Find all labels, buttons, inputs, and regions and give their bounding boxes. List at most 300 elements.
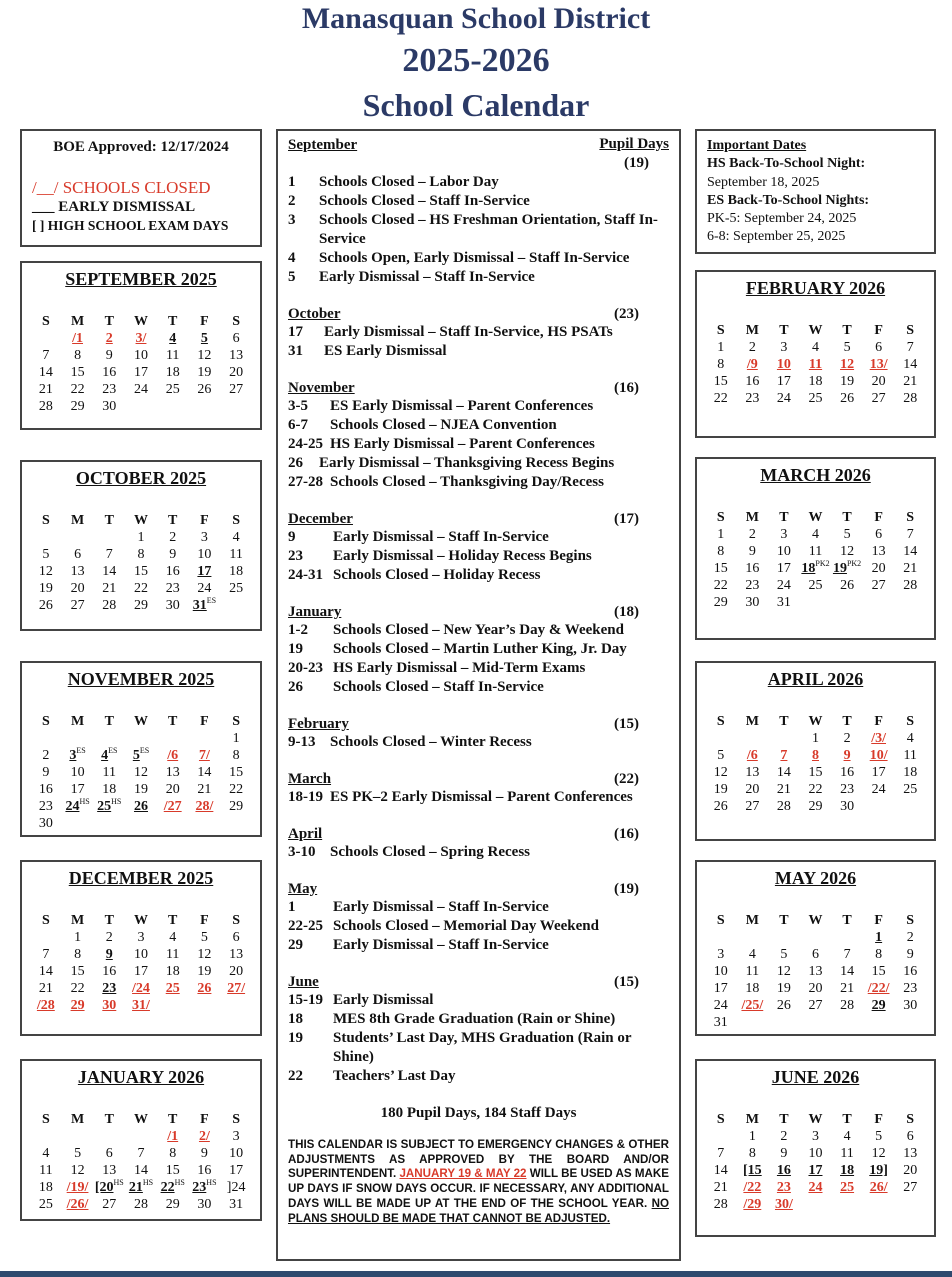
calendar-day (93, 929, 125, 946)
calendar-day (30, 798, 62, 815)
day-number: 4 (232, 530, 240, 545)
month-header (288, 511, 669, 528)
day-of-week-header: W (133, 913, 148, 928)
calendar-day (220, 364, 252, 381)
calendar-day (62, 597, 94, 614)
calendar-day (831, 764, 863, 781)
day-number: 30/ (774, 1197, 793, 1212)
calendar-day (220, 347, 252, 364)
day-number: 2 (748, 340, 756, 355)
day-number: /22/ (867, 981, 890, 996)
day-number: 27 (871, 578, 886, 593)
day-number: 15 (229, 765, 244, 780)
day-number: 5 (843, 340, 851, 355)
calendar-day (863, 963, 895, 980)
calendar-day (737, 390, 769, 407)
day-number: /1 (72, 331, 83, 346)
day-number: /6 (746, 748, 758, 763)
day-number: 8 (74, 348, 82, 363)
calendar-day (220, 997, 252, 1014)
calendar-day (768, 963, 800, 980)
day-number: 25 (840, 1180, 855, 1195)
important-dates-box (695, 129, 936, 254)
calendar-day (705, 929, 737, 946)
day-number: 28 (713, 1197, 728, 1212)
day-number: 2 (105, 331, 113, 346)
calendar-day (93, 330, 125, 347)
calendar-day (737, 929, 769, 946)
day-number: 9 (42, 765, 50, 780)
day-number: 14 (903, 544, 918, 559)
calendar-day (894, 1162, 926, 1179)
calendar-day (125, 929, 157, 946)
calendar-day (189, 798, 221, 815)
grades-6-8-back-to-school-date: 6-8: September 25, 2025 (707, 229, 846, 245)
day-number: 21 (197, 782, 212, 797)
calendar-april-2026 (695, 661, 936, 841)
calendar-day (800, 390, 832, 407)
day-number: 26 (840, 391, 855, 406)
calendar-day (93, 764, 125, 781)
calendar-day (894, 373, 926, 390)
month-header (288, 716, 669, 733)
calendar-day (30, 730, 62, 747)
calendar-day (189, 997, 221, 1014)
day-of-week-header: S (906, 1112, 915, 1127)
calendar-day (705, 356, 737, 373)
event-row (288, 473, 669, 492)
notice-text-2: WILL BE USED AS MAKE UP DAYS IF SNOW DAYS OCCUR. IF NECESSARY, ANY ADDITIONAL DAYS WILL BE MADE UP AT THE END OF THE SCHOOL YEAR. (288, 1167, 669, 1210)
calendar-day (800, 356, 832, 373)
month-section (288, 137, 669, 287)
pupil-days: (16) (614, 826, 639, 842)
calendar-day (800, 1128, 832, 1145)
day-of-week-header: S (716, 323, 725, 338)
calendar-day (894, 747, 926, 764)
day-number: 17 (776, 374, 791, 389)
calendar-day (189, 330, 221, 347)
calendar-day (705, 594, 737, 611)
legend-box (20, 129, 262, 247)
day-number: 12 (776, 964, 791, 979)
calendar-day (93, 747, 125, 764)
day-number: 7 (105, 547, 113, 562)
calendar-day (831, 339, 863, 356)
calendar-day (894, 356, 926, 373)
day-of-week-header: T (842, 510, 852, 525)
day-number: 19 (197, 964, 212, 979)
calendar-day (220, 1196, 252, 1213)
calendar-day (737, 946, 769, 963)
calendar-day (863, 526, 895, 543)
calendar-day (30, 1162, 62, 1179)
event-description: Early Dismissal (333, 992, 434, 1008)
calendar-day (30, 364, 62, 381)
day-number: [20 (94, 1180, 114, 1195)
day-of-week-header: S (906, 714, 915, 729)
day-number: 13 (102, 1163, 117, 1178)
day-number: 5 (200, 930, 208, 945)
event-description: ES PK–2 Early Dismissal – Parent Conferences (330, 789, 633, 805)
day-of-week-header: W (808, 323, 823, 338)
calendar-day (157, 730, 189, 747)
day-number: /19/ (66, 1180, 89, 1195)
calendar-day (125, 764, 157, 781)
calendar-day (737, 980, 769, 997)
day-number: 25 (38, 1197, 53, 1212)
calendar-day (125, 330, 157, 347)
month-header (288, 137, 669, 173)
calendar-day (125, 563, 157, 580)
calendar-day (831, 730, 863, 747)
calendar-day (768, 1128, 800, 1145)
month-section (288, 826, 669, 862)
footer-bar (0, 1271, 952, 1277)
day-of-week-header: F (874, 323, 883, 338)
day-number: 2/ (198, 1129, 210, 1144)
calendar-day (894, 997, 926, 1014)
day-number: 25 (165, 382, 180, 397)
calendar-day (737, 730, 769, 747)
monthly-events-column (276, 129, 681, 1261)
day-number: 14 (133, 1163, 148, 1178)
calendar-day (62, 798, 94, 815)
day-number: 5 (200, 331, 208, 346)
day-number: 10 (713, 964, 728, 979)
day-number: 10 (133, 947, 148, 962)
day-number: 1 (811, 731, 819, 746)
calendar-day (705, 798, 737, 815)
day-number: 11 (903, 748, 917, 763)
calendar-day (894, 1128, 926, 1145)
calendar-day (894, 560, 926, 577)
calendar-day (93, 1179, 125, 1196)
calendar-january-2026 (20, 1059, 262, 1221)
day-number: 18 (165, 964, 180, 979)
calendar-day (220, 929, 252, 946)
day-annotation: ES (76, 746, 86, 755)
day-number: 1 (875, 930, 883, 945)
day-number: 2 (843, 731, 851, 746)
calendar-day (93, 364, 125, 381)
event-date: 19 (288, 1030, 303, 1046)
day-annotation: HS (174, 1178, 185, 1187)
day-number: 10 (776, 544, 791, 559)
calendar-day (705, 560, 737, 577)
calendar-day (62, 730, 94, 747)
important-dates-title: Important Dates (707, 138, 807, 153)
day-number: 7/ (198, 748, 210, 763)
calendar-day (863, 356, 895, 373)
calendar-day (189, 929, 221, 946)
calendar-day (768, 1145, 800, 1162)
calendar-day (705, 526, 737, 543)
calendar-day (768, 543, 800, 560)
calendar-day (157, 597, 189, 614)
calendar-day (705, 980, 737, 997)
day-number: 7 (906, 527, 914, 542)
calendar-day (800, 526, 832, 543)
calendar-day (768, 1014, 800, 1031)
calendar-day (737, 373, 769, 390)
day-number: 28 (903, 578, 918, 593)
calendar-day (30, 529, 62, 546)
day-number: 29 (713, 595, 728, 610)
day-number: 13 (70, 564, 85, 579)
event-row (288, 917, 669, 936)
month-section (288, 716, 669, 752)
event-description: ES Early Dismissal – Parent Conferences (330, 398, 594, 414)
calendar-day (62, 529, 94, 546)
day-number: 20 (229, 365, 244, 380)
day-number: 7 (906, 340, 914, 355)
calendar-day (800, 997, 832, 1014)
day-number: 5 (843, 527, 851, 542)
day-number: /27 (163, 799, 182, 814)
day-number: 18 (903, 765, 918, 780)
calendar-day (894, 1014, 926, 1031)
calendar-day (125, 730, 157, 747)
calendar-october-2025 (20, 460, 262, 631)
calendar-day (93, 529, 125, 546)
day-number: 12 (197, 348, 212, 363)
day-number: 10 (70, 765, 85, 780)
event-row (288, 733, 669, 752)
day-number: 23 (840, 782, 855, 797)
day-number: 29 (133, 598, 148, 613)
day-number: 12 (840, 544, 855, 559)
calendar-day (220, 798, 252, 815)
day-number: /24 (132, 981, 150, 996)
calendar-day (831, 1014, 863, 1031)
event-date: 31 (288, 343, 303, 359)
calendar-day (894, 390, 926, 407)
calendar-day (125, 546, 157, 563)
day-number: 3 (780, 527, 788, 542)
calendar-day (768, 390, 800, 407)
calendar-day (62, 764, 94, 781)
calendar-day (220, 980, 252, 997)
calendar-day (62, 946, 94, 963)
calendar-grid (30, 313, 252, 415)
calendar-day (800, 781, 832, 798)
day-of-week-header: S (41, 513, 50, 528)
event-description: Schools Closed – Memorial Day Weekend (333, 918, 599, 934)
calendar-day (220, 963, 252, 980)
day-number: 8 (169, 1146, 177, 1161)
day-annotation: ES (108, 746, 118, 755)
event-description: Schools Closed – HS Freshman Orientation, Staff In-Service (319, 212, 658, 247)
calendar-day (62, 1179, 94, 1196)
day-number: 11 (39, 1163, 53, 1178)
day-number: 8 (748, 1146, 756, 1161)
day-of-week-header: M (70, 913, 85, 928)
day-number: 22 (133, 581, 148, 596)
day-number: 13 (165, 765, 180, 780)
day-number: 26 (197, 981, 212, 996)
month-name: June (288, 974, 319, 990)
notice-no-plans: NO PLANS SHOULD BE MADE THAT CANNOT BE ADJUSTED. (288, 1196, 669, 1225)
calendar-day (157, 1196, 189, 1213)
calendar-day (125, 398, 157, 415)
calendar-title: MARCH 2026 (760, 465, 871, 485)
day-number: 15 (133, 564, 148, 579)
pupil-days: (16) (614, 380, 639, 396)
day-number: 15 (165, 1163, 180, 1178)
calendar-day (705, 1196, 737, 1213)
day-number: 23 (745, 578, 760, 593)
calendar-day (93, 1196, 125, 1213)
calendar-day (831, 963, 863, 980)
calendar-title: MAY 2026 (774, 868, 857, 888)
calendar-day (189, 529, 221, 546)
day-number: 20 (871, 374, 886, 389)
month-section (288, 604, 669, 697)
day-number: 9 (843, 748, 851, 763)
event-description: Early Dismissal – Thanksgiving Recess Begins (319, 455, 615, 471)
calendar-day (157, 347, 189, 364)
calendar-day (189, 815, 221, 832)
calendar-day (157, 1162, 189, 1179)
calendar-day (737, 764, 769, 781)
calendar-day (93, 597, 125, 614)
day-number: 21 (903, 561, 918, 576)
day-number: 27/ (227, 981, 246, 996)
calendar-day (93, 347, 125, 364)
day-number: 23 (776, 1180, 791, 1195)
day-number: 30 (102, 399, 117, 414)
calendar-day (863, 1179, 895, 1196)
month-name: May (288, 881, 318, 897)
pupil-days-label: Pupil Days (599, 136, 669, 152)
day-number: 29 (70, 998, 85, 1013)
calendar-day (93, 563, 125, 580)
calendar-title: NOVEMBER 2025 (67, 669, 215, 689)
day-number: /9 (746, 357, 758, 372)
event-date: 24-25 (288, 436, 323, 452)
calendar-day (894, 929, 926, 946)
day-annotation: ES (206, 596, 217, 605)
day-of-week-header: F (200, 314, 209, 329)
event-date: 19 (288, 641, 303, 657)
day-of-week-header: T (104, 513, 114, 528)
calendar-grid (30, 713, 252, 832)
day-of-week-header: M (745, 714, 759, 729)
month-header (288, 826, 669, 843)
calendar-day (93, 798, 125, 815)
day-of-week-header: T (842, 913, 852, 928)
day-of-week-header: M (745, 510, 759, 525)
day-number: 20 (903, 1163, 918, 1178)
calendar-day (705, 1179, 737, 1196)
day-number: 30 (197, 1197, 212, 1212)
day-of-week-header: M (745, 1112, 759, 1127)
day-number: 9 (200, 1146, 208, 1161)
event-description: Early Dismissal – Holiday Recess Begins (333, 548, 592, 564)
day-of-week-header: F (874, 913, 883, 928)
day-number: 1 (137, 530, 145, 545)
day-number: 12 (713, 765, 728, 780)
calendar-day (831, 560, 863, 577)
event-row (288, 528, 669, 547)
calendar-day (737, 526, 769, 543)
calendar-day (768, 946, 800, 963)
day-number: 28 (102, 598, 117, 613)
calendar-grid (705, 322, 926, 407)
day-number: 25 (97, 799, 112, 814)
calendar-day (220, 381, 252, 398)
day-number: 29 (808, 799, 823, 814)
day-number: 11 (102, 765, 117, 780)
es-back-to-school-label: ES Back-To-School Nights: (707, 192, 870, 208)
day-of-week-header: S (716, 510, 725, 525)
calendar-day (125, 1196, 157, 1213)
event-row (288, 454, 669, 473)
day-of-week-header: S (232, 714, 241, 729)
calendar-day (768, 929, 800, 946)
calendar-day (894, 577, 926, 594)
calendar-day (189, 1179, 221, 1196)
day-number: 10 (808, 1146, 823, 1161)
calendar-day (157, 364, 189, 381)
day-number: 10 (197, 547, 212, 562)
calendar-day (894, 543, 926, 560)
calendar-day (768, 1179, 800, 1196)
day-number: 3/ (135, 331, 147, 346)
months-list (288, 137, 669, 1086)
calendar-title: FEBRUARY 2026 (745, 278, 886, 298)
day-number: 29 (70, 399, 85, 414)
day-number: 19 (776, 981, 791, 996)
day-of-week-header: S (232, 913, 241, 928)
calendar-november-2025 (20, 661, 262, 837)
day-number: 30 (903, 998, 918, 1013)
day-number: 29 (871, 998, 886, 1013)
day-of-week-header: M (745, 913, 759, 928)
calendar-day (93, 1145, 125, 1162)
calendar-day (705, 373, 737, 390)
calendar-day (800, 730, 832, 747)
day-number: 26 (713, 799, 728, 814)
calendar-day (800, 1162, 832, 1179)
event-row (288, 397, 669, 416)
calendar-day (705, 997, 737, 1014)
day-number: 31 (776, 595, 791, 610)
month-section (288, 771, 669, 807)
day-number: 9 (748, 544, 756, 559)
day-number: 17 (197, 564, 212, 579)
day-number: 29 (229, 799, 244, 814)
calendar-day (831, 543, 863, 560)
day-number: 31 (229, 1197, 244, 1212)
day-number: 27 (745, 799, 760, 814)
day-of-week-header: T (168, 314, 178, 329)
calendar-day (831, 526, 863, 543)
calendar-day (30, 764, 62, 781)
day-number: 18 (102, 782, 117, 797)
calendar-day (62, 997, 94, 1014)
calendar-day (62, 546, 94, 563)
calendar-day (831, 390, 863, 407)
day-number: 2 (748, 527, 756, 542)
day-of-week-header: M (70, 513, 85, 528)
pupil-days: (18) (614, 604, 639, 620)
event-date: 4 (288, 250, 296, 266)
day-number: 15 (871, 964, 886, 979)
calendar-day (863, 1196, 895, 1213)
calendar-day (157, 580, 189, 597)
calendar-title: OCTOBER 2025 (75, 468, 207, 488)
